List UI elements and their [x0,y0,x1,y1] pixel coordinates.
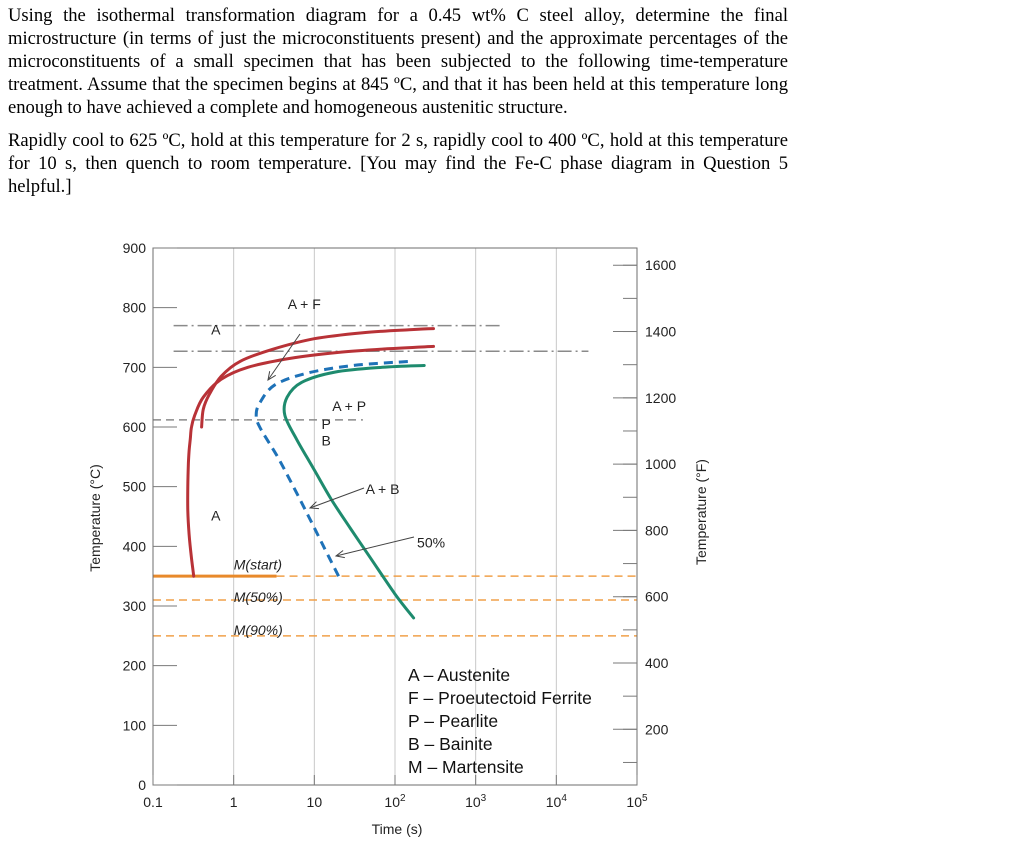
curves [188,329,434,618]
y2-tick-label: 1200 [645,389,677,406]
y-tick-label: 500 [122,478,146,495]
x-tick-label: $10^2$ [384,793,406,810]
region-label-p: P [321,415,331,432]
y2-tick-label: 800 [645,522,669,539]
legend-item: P – Pearlite [408,711,499,731]
arrow-fifty-percent [336,537,414,556]
y-tick-label: 400 [122,538,146,555]
x-tick-label: 10 [306,794,323,810]
y-tick-label: 800 [122,299,146,316]
y-tick-label: 700 [122,359,146,376]
curve-proeutectoid [202,329,434,427]
y-tick-label: 200 [122,657,146,674]
legend-item: B – Bainite [408,734,493,754]
legend [408,665,592,777]
region-label-a-p: A + P [332,397,367,414]
region-label-a: A [211,321,221,338]
legend-item: M – Martensite [408,757,524,777]
region-label-m-90-: M(90%) [233,622,283,639]
question-paragraph-1: Using the isothermal transformation diagram for a 0.45 wt% C steel alloy, determine the final microstructure (in terms of just the microconstituents present) and the approximate percentages of the microconstituents of a small specimen that has been subjected to the following time-temperature treatment. Assume that the specimen begins at 845 ºC, and that it has been held at this temperature long enough to have achieved a complete and homogeneous austenitic structure. [8,5,788,118]
region-label-m-start-: M(start) [233,556,282,573]
region-label-a-f: A + F [287,295,321,312]
y2-tick-label: 1600 [645,257,677,274]
region-label-a-b: A + B [365,480,400,497]
x-tick-label: 0.1 [143,794,163,810]
x-tick-label: 1 [229,794,238,810]
region-label-b: B [321,432,331,449]
x-axis-title: Time (s) [371,821,423,837]
y2-tick-label: 600 [645,588,669,605]
y2-tick-label: 1400 [645,323,677,340]
region-label-a: A [211,507,221,524]
region-label-50-: 50% [417,534,446,551]
y2-tick-label: 400 [645,655,669,672]
question-paragraph-2: Rapidly cool to 625 ºC, hold at this temperature for 2 s, rapidly cool to 400 ºC, hold at this temperature for 10 s, then quench to room temperature. [You may find the Fe-C phase diagram in Question 5 helpful.] [8,130,788,197]
arrow-a-plus-b [310,488,364,508]
x-tick-label: $10^4$ [545,793,567,810]
legend-item: A – Austenite [408,665,511,685]
x-tick-label: $10^5$ [626,793,648,810]
y-axis-title: Temperature (°C) [87,464,103,572]
x-tick-label: $10^3$ [465,793,487,810]
y2-tick-label: 1000 [645,456,677,473]
legend-item: F – Proeutectoid Ferrite [408,688,592,708]
y2-tick-label: 200 [645,721,669,738]
y-tick-label: 300 [122,598,146,614]
y-tick-label: 100 [122,717,146,734]
y2-axis-title: Temperature (°F) [693,459,709,565]
y-tick-label: 900 [122,240,146,256]
y-tick-label: 600 [122,419,146,435]
y-tick-label: 0 [138,777,146,793]
region-label-m-50-: M(50%) [233,588,283,605]
